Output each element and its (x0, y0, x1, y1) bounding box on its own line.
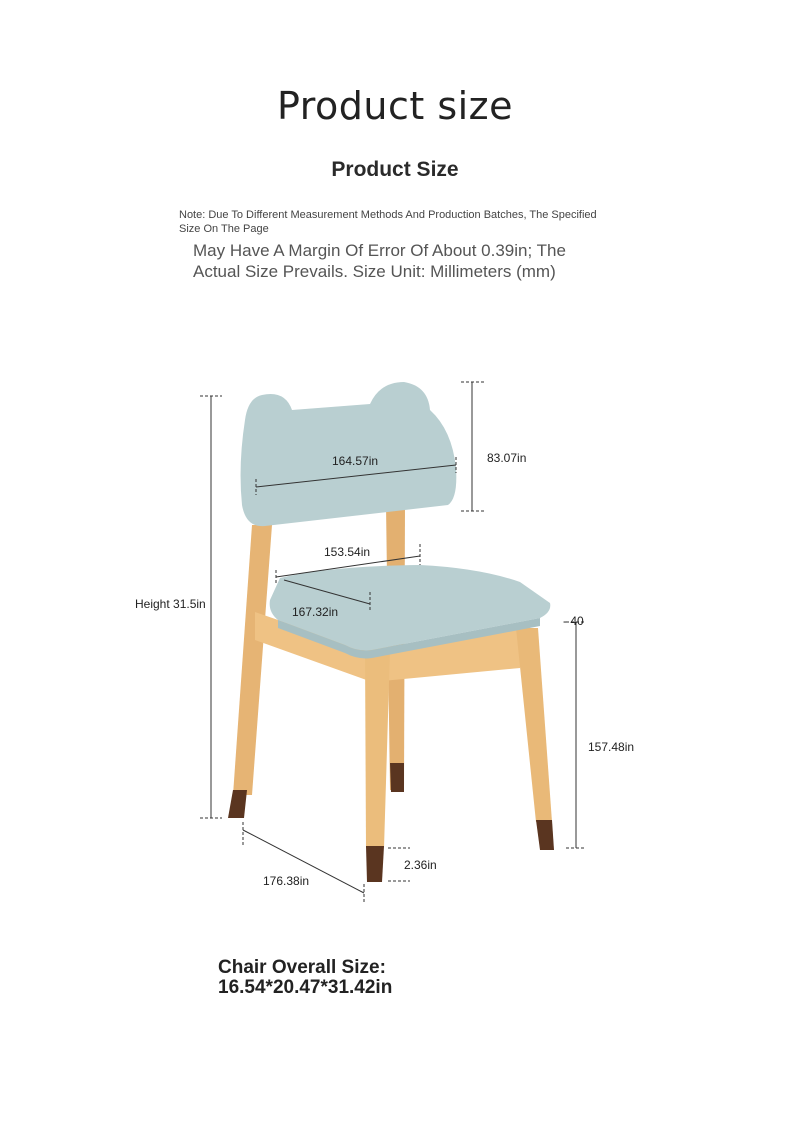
measurement-note-large: May Have A Margin Of Error Of About 0.39in; The Actual Size Prevails. Size Unit: Millimeters (mm) (193, 241, 566, 281)
seat-height-label: 157.48in (588, 740, 635, 754)
backrest-width-label: 164.57in (332, 454, 379, 468)
rear-right-leg-cap (390, 763, 404, 792)
front-left-leg-cap (366, 846, 384, 882)
overall-size-label: Chair Overall Size: (218, 957, 386, 978)
page-title: Product size (276, 84, 514, 128)
front-right-leg-cap (536, 820, 554, 850)
height-label: Height 31.5in (135, 597, 206, 611)
front-right-leg (516, 628, 552, 822)
leg-cap-label: 2.36in (404, 858, 437, 872)
overall-size (218, 958, 392, 998)
section-subtitle: Product Size (331, 158, 459, 181)
measurement-note-small: Note: Due To Different Measurement Methods And Production Batches, The Specified Size On The Page (179, 209, 597, 235)
back-left-post (233, 525, 272, 795)
seat-front-width-label: 167.32in (292, 605, 339, 619)
overall-size-value: 16.54*20.47*31.42in (218, 977, 393, 998)
depth-label: 176.38in (263, 874, 310, 888)
seat-back-width-label: 153.54in (324, 545, 371, 559)
front-left-leg (365, 650, 390, 848)
rear-left-leg-cap (228, 790, 247, 818)
seat-marker-label: - 40 (563, 614, 584, 628)
backrest-height-label: 83.07in (487, 451, 527, 465)
